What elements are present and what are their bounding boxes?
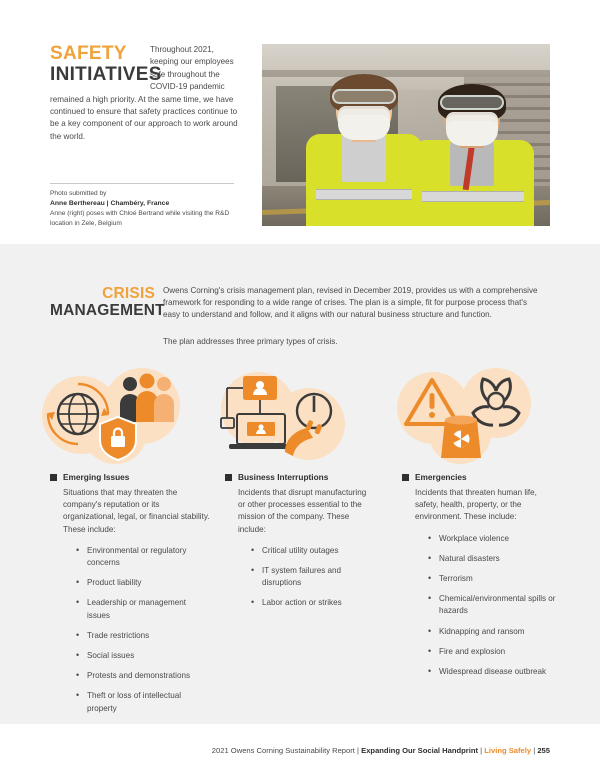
face-mask-icon (446, 112, 498, 146)
face-mask-icon (338, 106, 390, 140)
photo-person-right-vest-stripe (422, 191, 524, 202)
list-item: • Kidnapping and ransom (428, 626, 562, 638)
crisis-heading-line1: CRISIS (102, 285, 155, 302)
column-intro: Incidents that threaten human life, safety, health, property, or the environment. These include: (415, 488, 537, 522)
photo-person-left-vest-stripe (316, 189, 412, 200)
safety-glasses-icon (440, 95, 504, 110)
list-item: • Natural disasters (428, 553, 562, 565)
column-title: Business Interruptions (238, 472, 329, 482)
bullet-square-icon (225, 474, 232, 481)
list-item: • IT system failures and disruptions (251, 565, 375, 589)
shield-lock-icon (96, 414, 140, 462)
list-item: • Protests and demonstrations (76, 670, 210, 682)
footer-sep: | (480, 746, 483, 755)
crisis-paragraph-1: Owens Corning's crisis management plan, revised in December 2019, provides us with a comprehensive framework for responding to a wide range of crises. The plan is a simple, fit for purpose process that's easy to understand and follow, and it aligns with our natural business structure and function. (163, 286, 538, 320)
list-item: • Workplace violence (428, 533, 562, 545)
footer-section: Expanding Our Social Handprint (361, 746, 479, 755)
column-header (225, 472, 375, 483)
radiation-barrel-icon (435, 408, 489, 460)
column-bullet-list (76, 545, 210, 735)
safety-photo (262, 44, 550, 226)
photo-credit-caption: Anne (right) poses with Chloé Bertrand while visiting the R&D location in Zele, Belgium (50, 210, 230, 227)
column-bullet-list (251, 545, 375, 610)
bullet-square-icon (402, 474, 409, 481)
business-interruptions-illustration (215, 366, 395, 466)
column-intro: Incidents that disrupt manufacturing or other processes essential to the mission of the company. These include: (238, 488, 367, 534)
crisis-paragraph-2: The plan addresses three primary types of crisis. (163, 336, 338, 346)
column-intro: Situations that may threaten the company's reputation or its organizational, legal, or financial stability. These include: (63, 488, 210, 534)
crisis-body (163, 285, 540, 348)
list-item: • Trade restrictions (76, 630, 210, 642)
column-title: Emerging Issues (63, 472, 130, 482)
safety-body-text: Throughout 2021, keeping our employees safe throughout the COVID-19 pandemic remained a high priority. At the same time, we have continued to ensure that safety practices continue to be a key component of our approach to work around the world. (50, 45, 238, 141)
column-emerging-issues (50, 472, 210, 743)
safety-text-block (50, 44, 243, 143)
footer-sep: | (533, 746, 536, 755)
photo-credit-name: Anne Berthereau | Chambéry, France (50, 199, 170, 207)
crisis-heading-line2: MANAGEMENT (50, 302, 165, 319)
footer-subsection: Living Safely (484, 746, 532, 755)
photo-person-right (412, 86, 534, 226)
crisis-management-section (0, 244, 600, 724)
footer-text (212, 746, 550, 755)
list-item: • Theft or loss of intellectual property (76, 690, 210, 714)
safety-heading-line2: INITIATIVES (50, 64, 162, 85)
crisis-heading (50, 285, 165, 320)
photo-credit-label: Photo submitted by (50, 190, 107, 197)
page-footer (0, 724, 600, 776)
list-item: • Social issues (76, 650, 210, 662)
safety-initiatives-section (0, 0, 600, 244)
crisis-icons-row (0, 366, 600, 466)
footer-report: 2021 Owens Corning Sustainability Report (211, 746, 355, 755)
list-item: • Leadership or management issues (76, 597, 210, 621)
column-header (50, 472, 210, 483)
list-item: • Critical utility outages (251, 545, 375, 557)
column-emergencies (402, 472, 562, 686)
safety-heading (50, 43, 162, 90)
bullet-square-icon (50, 474, 57, 481)
safety-glasses-icon (332, 89, 396, 104)
list-item: • Chemical/environmental spills or hazards (428, 593, 562, 617)
photo-person-left (306, 76, 422, 226)
column-business-interruptions (225, 472, 375, 618)
footer-page-number: 255 (537, 746, 550, 755)
plug-icon (277, 418, 323, 462)
list-item: • Environmental or regulatory concerns (76, 545, 210, 569)
list-item: • Widespread disease outbreak (428, 666, 562, 678)
column-bullet-list (428, 533, 562, 679)
list-item: • Fire and explosion (428, 646, 562, 658)
column-header (402, 472, 562, 483)
footer-sep: | (357, 746, 360, 755)
photo-credit (50, 183, 234, 228)
list-item: • Product liability (76, 577, 210, 589)
emerging-issues-illustration (40, 366, 220, 466)
list-item: • Terrorism (428, 573, 562, 585)
column-title: Emergencies (415, 472, 467, 482)
list-item: • Labor action or strikes (251, 597, 375, 609)
safety-heading-line1: SAFETY (50, 43, 127, 64)
emergencies-illustration (395, 366, 575, 466)
